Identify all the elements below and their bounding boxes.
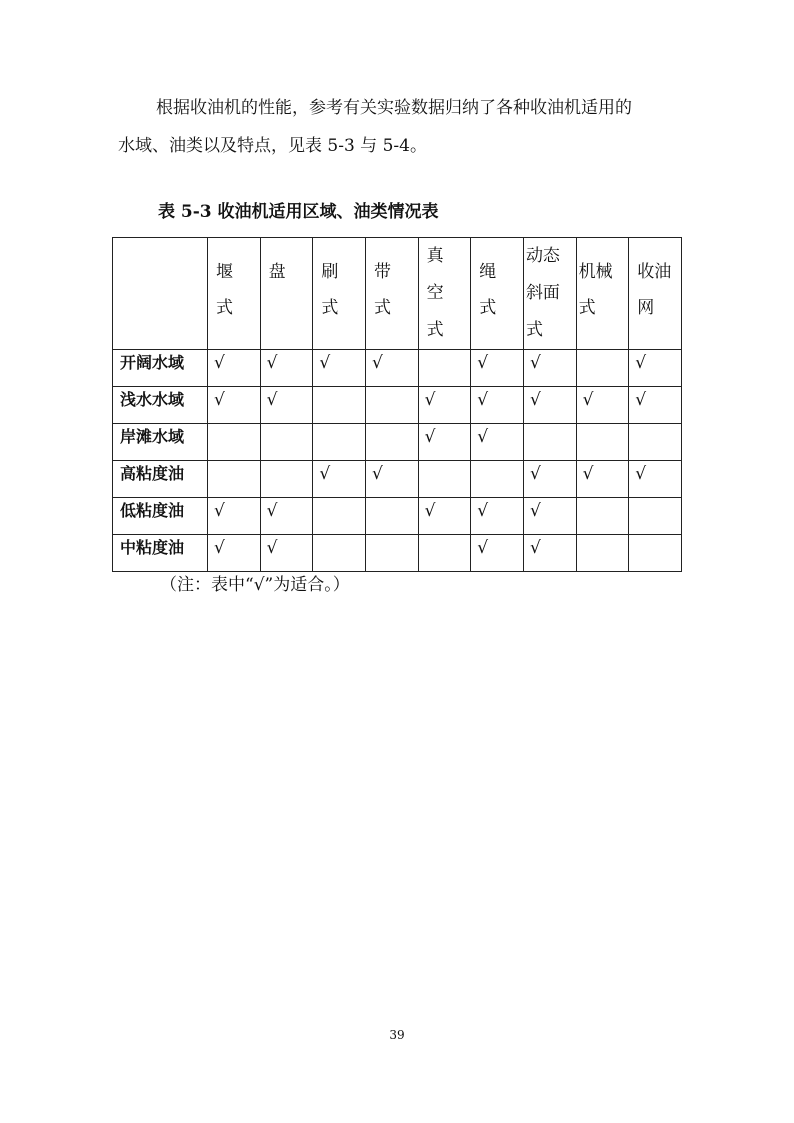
check-cell: √ bbox=[576, 461, 629, 498]
check-cell: √ bbox=[523, 535, 576, 572]
check-cell bbox=[576, 424, 629, 461]
row-label: 低粘度油 bbox=[113, 498, 208, 535]
check-cell: √ bbox=[471, 498, 524, 535]
check-cell bbox=[418, 535, 471, 572]
check-cell bbox=[365, 387, 418, 424]
table-row bbox=[113, 461, 682, 498]
check-cell: √ bbox=[208, 535, 261, 572]
check-cell: √ bbox=[260, 387, 313, 424]
row-label: 中粘度油 bbox=[113, 535, 208, 572]
header-weir: 堰 式 bbox=[208, 238, 261, 350]
table-caption: 表 5-3 收油机适用区域、油类情况表 bbox=[158, 202, 439, 222]
check-cell: √ bbox=[523, 461, 576, 498]
check-cell: √ bbox=[208, 350, 261, 387]
body-paragraph-line-2 bbox=[118, 127, 688, 165]
check-cell: √ bbox=[208, 498, 261, 535]
check-cell bbox=[313, 387, 366, 424]
check-cell: √ bbox=[471, 535, 524, 572]
header-belt: 带 式 bbox=[365, 238, 418, 350]
check-cell: √ bbox=[471, 350, 524, 387]
table-row bbox=[113, 535, 682, 572]
check-cell: √ bbox=[629, 461, 682, 498]
check-cell: √ bbox=[523, 387, 576, 424]
check-cell bbox=[365, 424, 418, 461]
check-cell: √ bbox=[576, 387, 629, 424]
table-header-row bbox=[113, 238, 682, 350]
header-net: 收油 网 bbox=[629, 238, 682, 350]
check-cell: √ bbox=[418, 424, 471, 461]
check-cell bbox=[629, 535, 682, 572]
check-cell bbox=[208, 461, 261, 498]
check-cell bbox=[629, 424, 682, 461]
header-dynamic-incline: 动态 斜面 式 bbox=[523, 238, 576, 350]
table-row bbox=[113, 350, 682, 387]
check-cell: √ bbox=[208, 387, 261, 424]
check-cell bbox=[576, 535, 629, 572]
check-cell: √ bbox=[629, 350, 682, 387]
table-row bbox=[113, 387, 682, 424]
check-cell bbox=[365, 498, 418, 535]
check-cell: √ bbox=[260, 535, 313, 572]
check-cell: √ bbox=[260, 350, 313, 387]
row-label: 岸滩水域 bbox=[113, 424, 208, 461]
check-cell: √ bbox=[313, 350, 366, 387]
paragraph-text-1: 根据收油机的性能，参考有关实验数据归纳了各种收油机适用的 bbox=[156, 98, 632, 118]
check-cell bbox=[629, 498, 682, 535]
header-brush: 刷 式 bbox=[313, 238, 366, 350]
check-cell: √ bbox=[418, 387, 471, 424]
table-row bbox=[113, 424, 682, 461]
header-disc: 盘 bbox=[260, 238, 313, 350]
check-cell bbox=[365, 535, 418, 572]
check-cell: √ bbox=[260, 498, 313, 535]
check-cell bbox=[418, 350, 471, 387]
table-note: （注：表中“√”为适合。） bbox=[160, 575, 350, 595]
check-cell bbox=[208, 424, 261, 461]
check-cell bbox=[313, 535, 366, 572]
check-cell bbox=[418, 461, 471, 498]
row-label: 开阔水域 bbox=[113, 350, 208, 387]
body-paragraph-line-1 bbox=[118, 89, 688, 127]
header-vacuum: 真 空 式 bbox=[418, 238, 471, 350]
header-corner-cell bbox=[113, 238, 208, 350]
header-rope: 绳 式 bbox=[471, 238, 524, 350]
row-label: 高粘度油 bbox=[113, 461, 208, 498]
check-cell bbox=[576, 498, 629, 535]
check-cell: √ bbox=[523, 498, 576, 535]
skimmer-applicability-table bbox=[112, 237, 682, 572]
check-cell: √ bbox=[365, 461, 418, 498]
header-mechanical: 机械 式 bbox=[576, 238, 629, 350]
check-cell bbox=[260, 461, 313, 498]
check-cell bbox=[313, 498, 366, 535]
check-cell: √ bbox=[418, 498, 471, 535]
paragraph-text-2: 水域、油类以及特点，见表 5-3 与 5-4。 bbox=[118, 136, 427, 156]
check-cell bbox=[471, 461, 524, 498]
row-label: 浅水水域 bbox=[113, 387, 208, 424]
check-cell: √ bbox=[629, 387, 682, 424]
check-cell: √ bbox=[365, 350, 418, 387]
table-row bbox=[113, 498, 682, 535]
check-cell bbox=[576, 350, 629, 387]
check-cell: √ bbox=[313, 461, 366, 498]
check-cell bbox=[313, 424, 366, 461]
check-cell: √ bbox=[523, 350, 576, 387]
check-cell: √ bbox=[471, 424, 524, 461]
check-cell bbox=[523, 424, 576, 461]
check-cell: √ bbox=[471, 387, 524, 424]
page-number: 39 bbox=[389, 1028, 405, 1042]
check-cell bbox=[260, 424, 313, 461]
